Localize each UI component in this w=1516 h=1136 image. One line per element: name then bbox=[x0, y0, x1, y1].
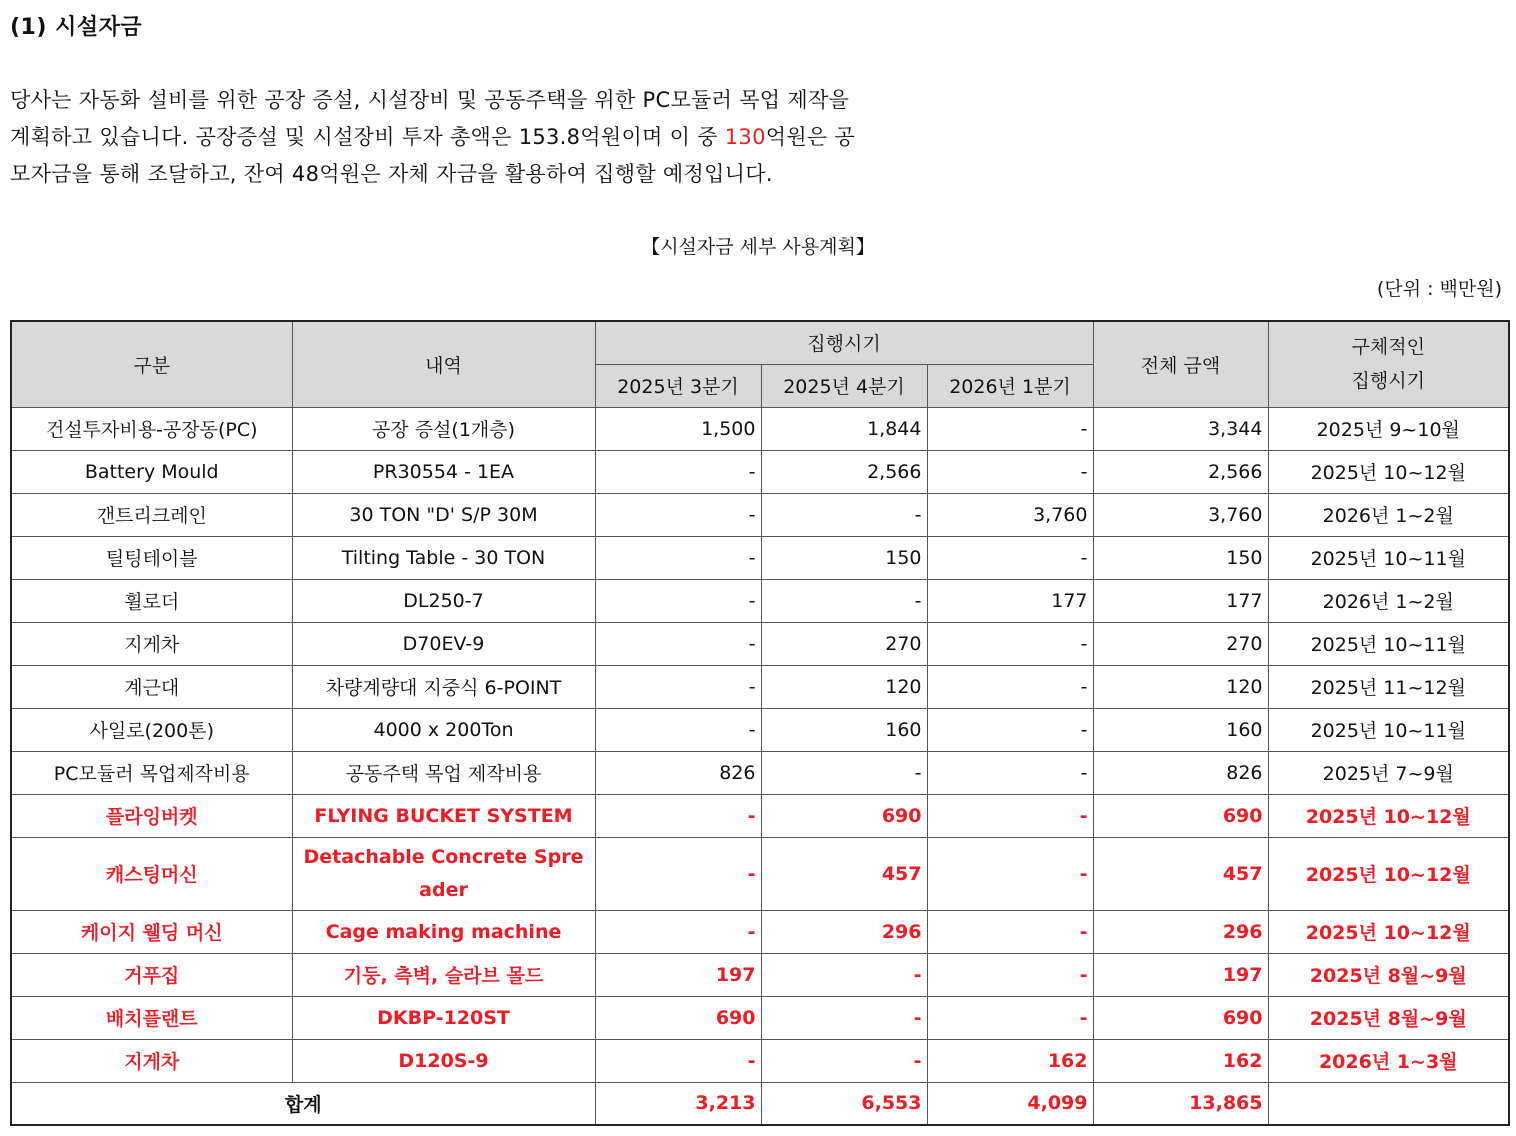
cell-q3: 162 bbox=[927, 1039, 1093, 1082]
cell-q1: - bbox=[595, 622, 761, 665]
cell-total: 690 bbox=[1093, 996, 1268, 1039]
total-row bbox=[11, 1082, 1509, 1125]
header-period-group: 집행시기 bbox=[595, 321, 1093, 364]
table-row bbox=[11, 837, 1509, 910]
cell-total: 150 bbox=[1093, 536, 1268, 579]
table-row bbox=[11, 996, 1509, 1039]
cell-period: 2025년 10~12월 bbox=[1268, 837, 1509, 910]
total-period bbox=[1268, 1082, 1509, 1125]
cell-q2: 270 bbox=[761, 622, 927, 665]
cell-details: 30 TON "D' S/P 30M bbox=[292, 493, 595, 536]
table-row bbox=[11, 407, 1509, 450]
cell-q3: - bbox=[927, 708, 1093, 751]
cell-details: Cage making machine bbox=[292, 910, 595, 953]
cell-details: FLYING BUCKET SYSTEM bbox=[292, 794, 595, 837]
cell-category: 휠로더 bbox=[11, 579, 292, 622]
header-category: 구분 bbox=[11, 321, 292, 407]
table-row bbox=[11, 751, 1509, 794]
cell-category: 틸팅테이블 bbox=[11, 536, 292, 579]
cell-details: D120S-9 bbox=[292, 1039, 595, 1082]
table-row bbox=[11, 450, 1509, 493]
cell-q2: - bbox=[761, 953, 927, 996]
total-q3: 4,099 bbox=[927, 1082, 1093, 1125]
header-q2: 2025년 4분기 bbox=[761, 364, 927, 407]
cell-q3: - bbox=[927, 794, 1093, 837]
cell-period: 2025년 9~10월 bbox=[1268, 407, 1509, 450]
cell-category: 거푸집 bbox=[11, 953, 292, 996]
cell-q3: - bbox=[927, 910, 1093, 953]
cell-details: Tilting Table - 30 TON bbox=[292, 536, 595, 579]
table-row bbox=[11, 622, 1509, 665]
total-q1: 3,213 bbox=[595, 1082, 761, 1125]
cell-q2: 160 bbox=[761, 708, 927, 751]
cell-category: 건설투자비용-공장동(PC) bbox=[11, 407, 292, 450]
total-label: 합계 bbox=[11, 1082, 595, 1125]
cell-q3: - bbox=[927, 996, 1093, 1039]
cell-q3: - bbox=[927, 751, 1093, 794]
table-row bbox=[11, 579, 1509, 622]
facility-fund-table bbox=[10, 320, 1510, 1126]
cell-q2: 1,844 bbox=[761, 407, 927, 450]
cell-q2: 457 bbox=[761, 837, 927, 910]
cell-details: 4000 x 200Ton bbox=[292, 708, 595, 751]
table-row bbox=[11, 536, 1509, 579]
cell-category: 배치플랜트 bbox=[11, 996, 292, 1039]
section-heading: (1) 시설자금 bbox=[10, 15, 143, 40]
header-q3: 2026년 1분기 bbox=[927, 364, 1093, 407]
cell-q2: 150 bbox=[761, 536, 927, 579]
cell-category: 플라잉버켓 bbox=[11, 794, 292, 837]
paragraph-text-1: 당사는 자동화 설비를 위한 공장 증설, 시설장비 및 공동주택을 위한 PC모듈러 목업 제작을 계획하고 있습니다. 공장증설 및 시설장비 투자 총액은 153.8억원이며 이 중 bbox=[10, 88, 850, 149]
cell-period: 2025년 7~9월 bbox=[1268, 751, 1509, 794]
cell-q2: - bbox=[761, 493, 927, 536]
cell-q3: - bbox=[927, 536, 1093, 579]
cell-period: 2025년 10~12월 bbox=[1268, 794, 1509, 837]
cell-details: 공동주택 목업 제작비용 bbox=[292, 751, 595, 794]
cell-q2: 120 bbox=[761, 665, 927, 708]
cell-q3: - bbox=[927, 622, 1093, 665]
cell-q3: - bbox=[927, 665, 1093, 708]
cell-details: PR30554 - 1EA bbox=[292, 450, 595, 493]
cell-q1: - bbox=[595, 579, 761, 622]
cell-category: 계근대 bbox=[11, 665, 292, 708]
cell-period: 2025년 10~11월 bbox=[1268, 708, 1509, 751]
cell-details: DKBP-120ST bbox=[292, 996, 595, 1039]
cell-period: 2025년 10~12월 bbox=[1268, 450, 1509, 493]
cell-period: 2026년 1~2월 bbox=[1268, 493, 1509, 536]
cell-total: 120 bbox=[1093, 665, 1268, 708]
cell-q1: - bbox=[595, 450, 761, 493]
cell-period: 2025년 8월~9월 bbox=[1268, 953, 1509, 996]
paragraph-text-2: 억원은 공모자금을 통해 조달하고, 잔여 48억원은 자체 자금을 활용하여 집행할 예정입니다. bbox=[10, 125, 856, 186]
cell-period: 2026년 1~2월 bbox=[1268, 579, 1509, 622]
unit-note: (단위 : 백만원) bbox=[1376, 278, 1502, 300]
cell-category: 케이지 웰딩 머신 bbox=[11, 910, 292, 953]
table-row bbox=[11, 953, 1509, 996]
cell-q1: 826 bbox=[595, 751, 761, 794]
cell-q3: - bbox=[927, 953, 1093, 996]
cell-q1: - bbox=[595, 708, 761, 751]
cell-category: 지게차 bbox=[11, 622, 292, 665]
cell-total: 177 bbox=[1093, 579, 1268, 622]
cell-q1: - bbox=[595, 493, 761, 536]
cell-q2: 296 bbox=[761, 910, 927, 953]
cell-details: 차량계량대 지중식 6-POINT bbox=[292, 665, 595, 708]
cell-q1: 690 bbox=[595, 996, 761, 1039]
cell-total: 690 bbox=[1093, 794, 1268, 837]
cell-details: Detachable Concrete Spreader bbox=[292, 837, 595, 910]
cell-total: 457 bbox=[1093, 837, 1268, 910]
total-q2: 6,553 bbox=[761, 1082, 927, 1125]
cell-q1: - bbox=[595, 794, 761, 837]
cell-total: 162 bbox=[1093, 1039, 1268, 1082]
cell-q1: - bbox=[595, 536, 761, 579]
cell-period: 2026년 1~3월 bbox=[1268, 1039, 1509, 1082]
cell-q3: 177 bbox=[927, 579, 1093, 622]
cell-q1: - bbox=[595, 837, 761, 910]
cell-details: DL250-7 bbox=[292, 579, 595, 622]
cell-q1: - bbox=[595, 665, 761, 708]
cell-total: 826 bbox=[1093, 751, 1268, 794]
cell-q2: 2,566 bbox=[761, 450, 927, 493]
cell-total: 2,566 bbox=[1093, 450, 1268, 493]
cell-q2: 690 bbox=[761, 794, 927, 837]
cell-period: 2025년 10~12월 bbox=[1268, 910, 1509, 953]
table-caption: 【시설자금 세부 사용계획】 bbox=[641, 236, 875, 258]
cell-details: D70EV-9 bbox=[292, 622, 595, 665]
cell-q3: - bbox=[927, 407, 1093, 450]
table-row bbox=[11, 794, 1509, 837]
cell-q2: - bbox=[761, 1039, 927, 1082]
table-row bbox=[11, 493, 1509, 536]
cell-q3: - bbox=[927, 450, 1093, 493]
header-specific-period: 구체적인 집행시기 bbox=[1268, 321, 1509, 407]
table-row bbox=[11, 665, 1509, 708]
table-row bbox=[11, 1039, 1509, 1082]
cell-total: 3,760 bbox=[1093, 493, 1268, 536]
cell-total: 197 bbox=[1093, 953, 1268, 996]
cell-category: Battery Mould bbox=[11, 450, 292, 493]
cell-period: 2025년 8월~9월 bbox=[1268, 996, 1509, 1039]
cell-total: 270 bbox=[1093, 622, 1268, 665]
cell-details: 공장 증설(1개층) bbox=[292, 407, 595, 450]
cell-period: 2025년 10~11월 bbox=[1268, 622, 1509, 665]
table-row bbox=[11, 910, 1509, 953]
description-paragraph bbox=[10, 82, 860, 193]
cell-q3: 3,760 bbox=[927, 493, 1093, 536]
cell-q3: - bbox=[927, 837, 1093, 910]
cell-q2: - bbox=[761, 751, 927, 794]
cell-category: 갠트리크레인 bbox=[11, 493, 292, 536]
total-total: 13,865 bbox=[1093, 1082, 1268, 1125]
cell-details: 기둥, 측벽, 슬라브 몰드 bbox=[292, 953, 595, 996]
table-row bbox=[11, 708, 1509, 751]
header-q1: 2025년 3분기 bbox=[595, 364, 761, 407]
header-details: 내역 bbox=[292, 321, 595, 407]
paragraph-highlight: 130 bbox=[724, 125, 766, 149]
cell-category: 사일로(200톤) bbox=[11, 708, 292, 751]
cell-total: 3,344 bbox=[1093, 407, 1268, 450]
cell-q2: - bbox=[761, 579, 927, 622]
cell-q1: - bbox=[595, 1039, 761, 1082]
cell-total: 296 bbox=[1093, 910, 1268, 953]
cell-category: PC모듈러 목업제작비용 bbox=[11, 751, 292, 794]
cell-q1: 197 bbox=[595, 953, 761, 996]
table-body bbox=[11, 407, 1509, 1125]
cell-category: 지게차 bbox=[11, 1039, 292, 1082]
header-total: 전체 금액 bbox=[1093, 321, 1268, 407]
cell-category: 캐스팅머신 bbox=[11, 837, 292, 910]
cell-q1: - bbox=[595, 910, 761, 953]
cell-total: 160 bbox=[1093, 708, 1268, 751]
cell-q2: - bbox=[761, 996, 927, 1039]
cell-period: 2025년 10~11월 bbox=[1268, 536, 1509, 579]
cell-period: 2025년 11~12월 bbox=[1268, 665, 1509, 708]
cell-q1: 1,500 bbox=[595, 407, 761, 450]
